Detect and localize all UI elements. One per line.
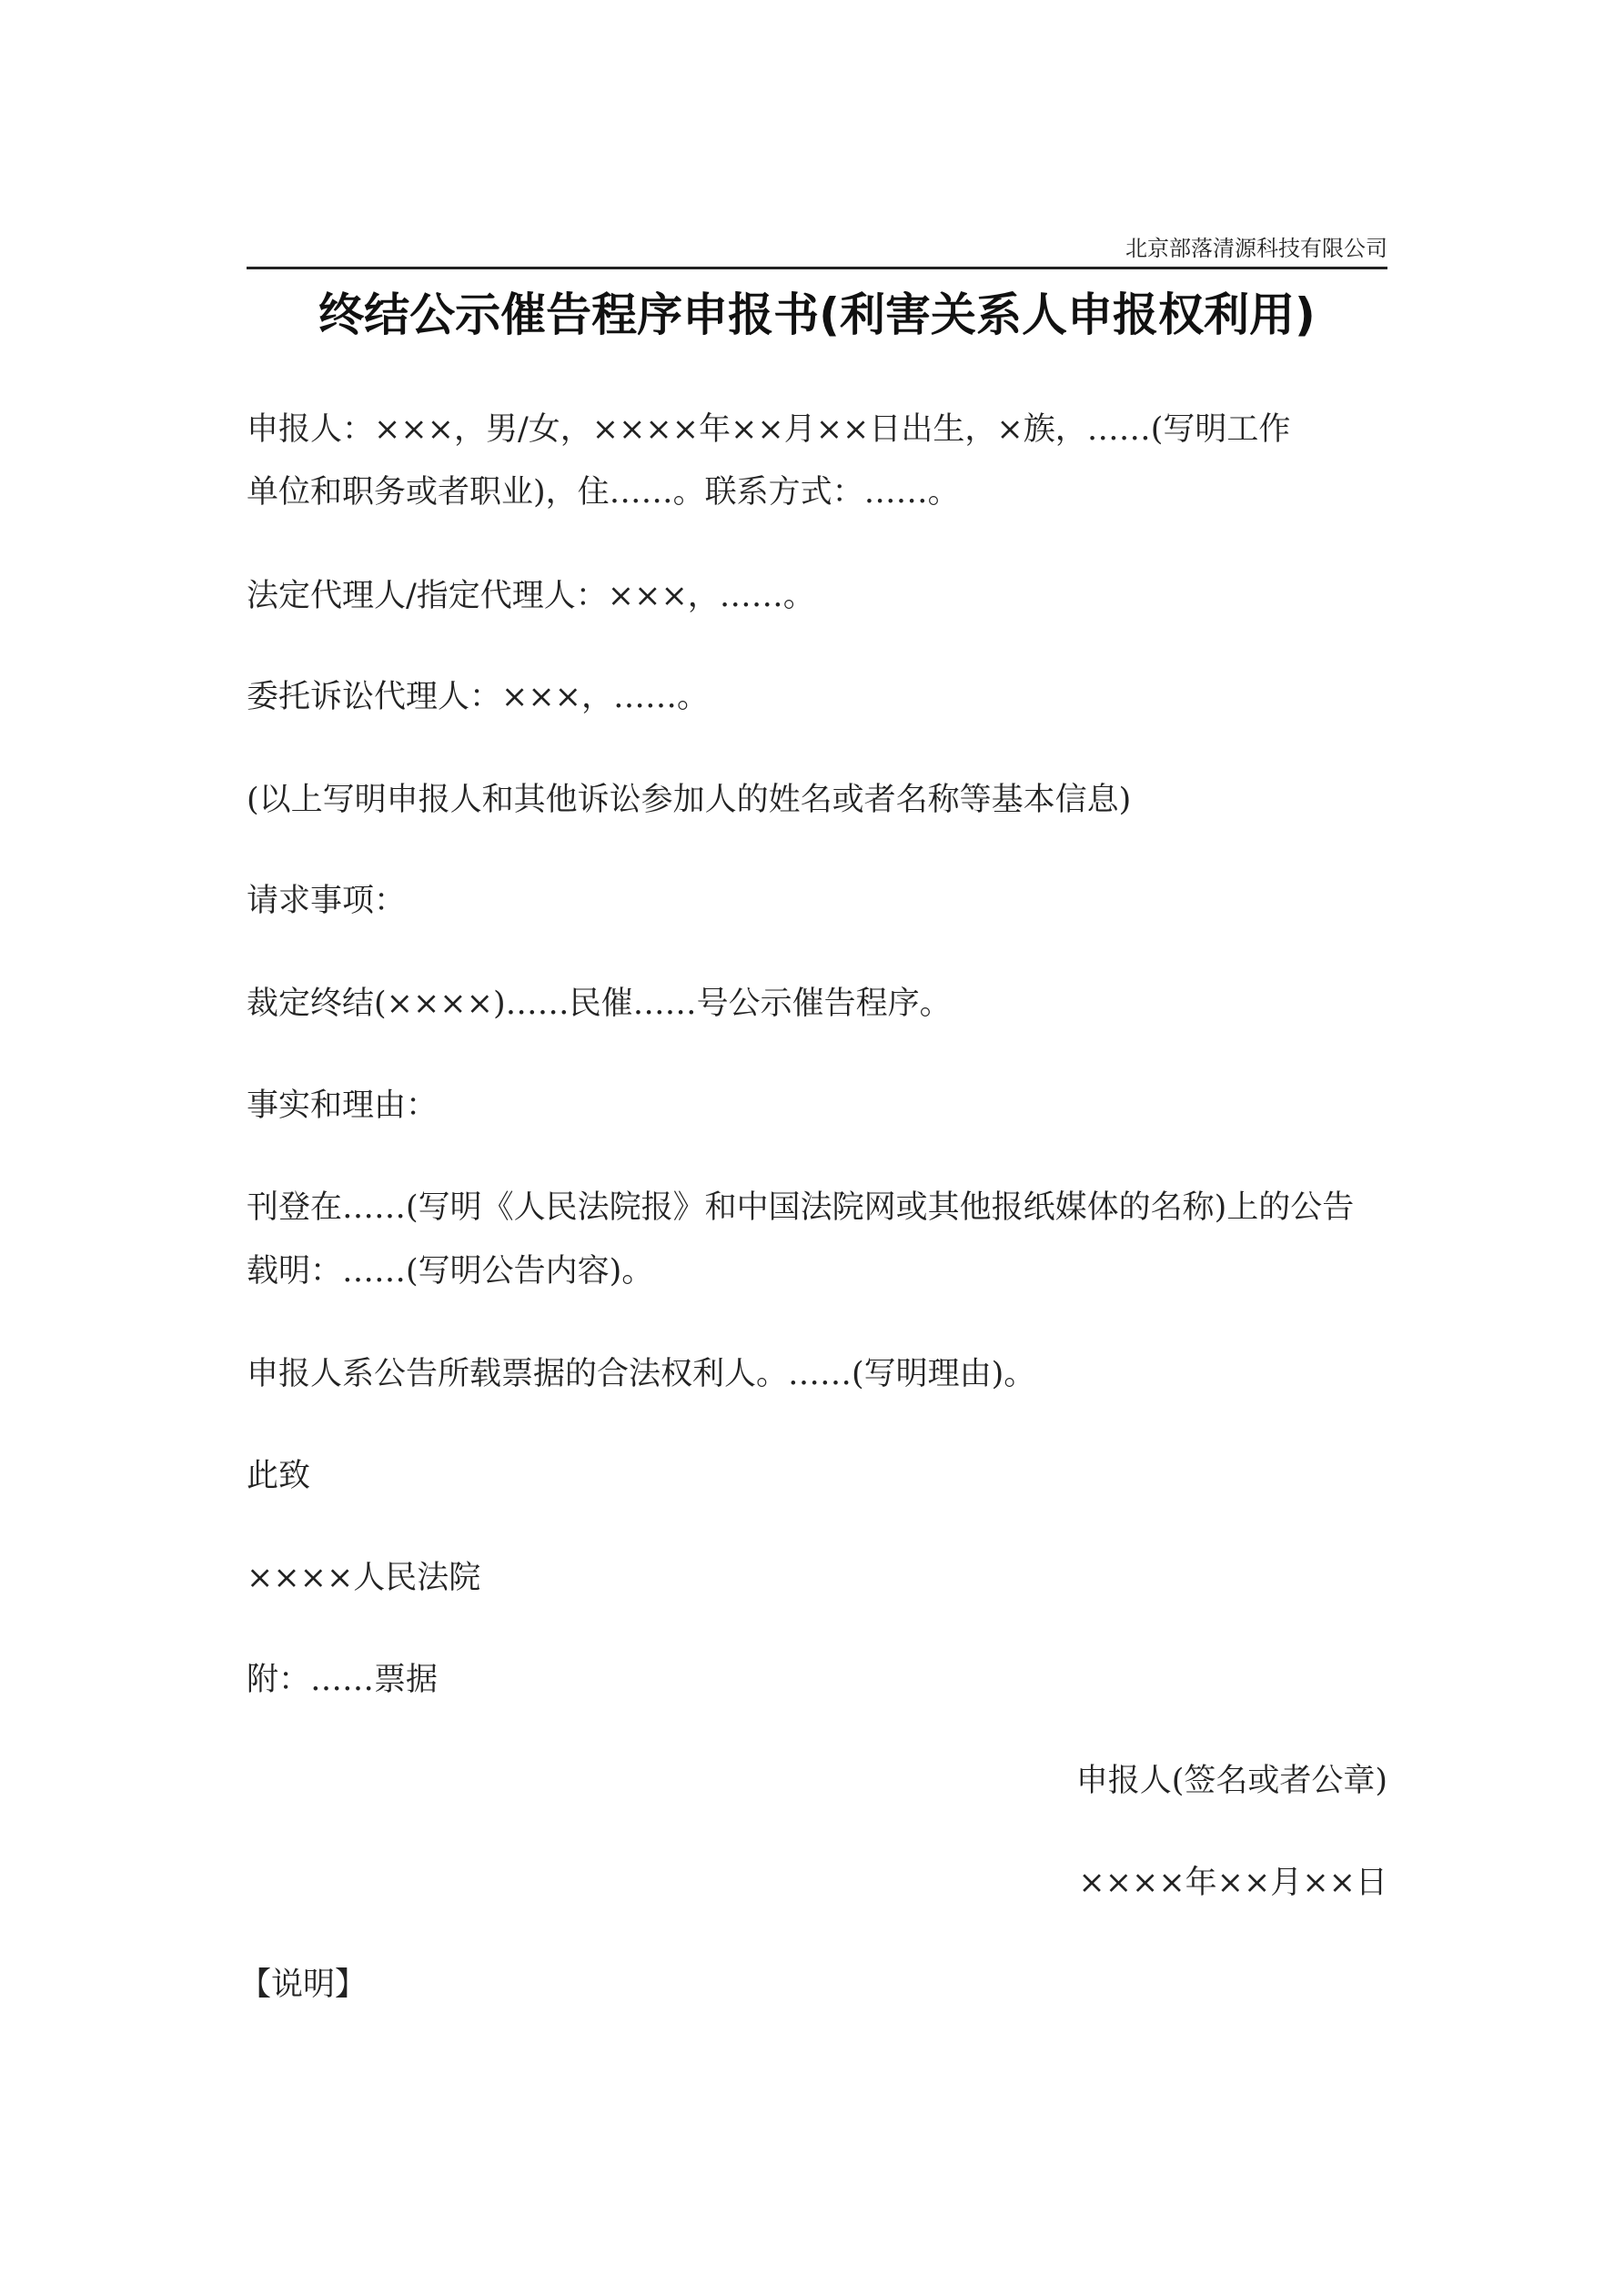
- court-name: ××××人民法院: [247, 1560, 481, 1596]
- litigation-agent-line: 委托诉讼代理人：×××，……。: [247, 679, 709, 715]
- request-body: 裁定终结(××××)……民催……号公示催告程序。: [247, 986, 952, 1022]
- header-divider: [247, 267, 1387, 269]
- facts-line-3: 申报人系公告所载票据的合法权利人。……(写明理由)。: [247, 1356, 1036, 1392]
- date-line: ××××年××月××日: [1078, 1865, 1387, 1901]
- salutation: 此致: [247, 1458, 311, 1494]
- facts-line-2: 载明：……(写明公告内容)。: [247, 1253, 654, 1290]
- legal-agent-line: 法定代理人/指定代理人：×××，……。: [247, 578, 815, 614]
- facts-heading: 事实和理由：: [247, 1087, 439, 1124]
- applicant-info-line-2: 单位和职务或者职业)，住……。联系方式：……。: [247, 474, 960, 511]
- participant-info-note: (以上写明申报人和其他诉讼参加人的姓名或者名称等基本信息): [247, 782, 1132, 818]
- request-heading: 请求事项：: [247, 883, 407, 919]
- facts-line-1: 刊登在……(写明《人民法院报》和中国法院网或其他报纸媒体的名称)上的公告: [247, 1189, 1355, 1226]
- document-title: 终结公示催告程序申报书(利害关系人申报权利用): [318, 288, 1316, 341]
- attachment-line: 附：……票据: [247, 1662, 439, 1698]
- note-heading: 【说明】: [239, 1967, 368, 2003]
- applicant-info-line-1: 申报人：×××，男/女，××××年××月××日出生，×族，……(写明工作: [247, 411, 1291, 448]
- company-name: 北京部落清源科技有限公司: [1125, 236, 1387, 261]
- signature-line: 申报人(签名或者公章): [1075, 1763, 1387, 1799]
